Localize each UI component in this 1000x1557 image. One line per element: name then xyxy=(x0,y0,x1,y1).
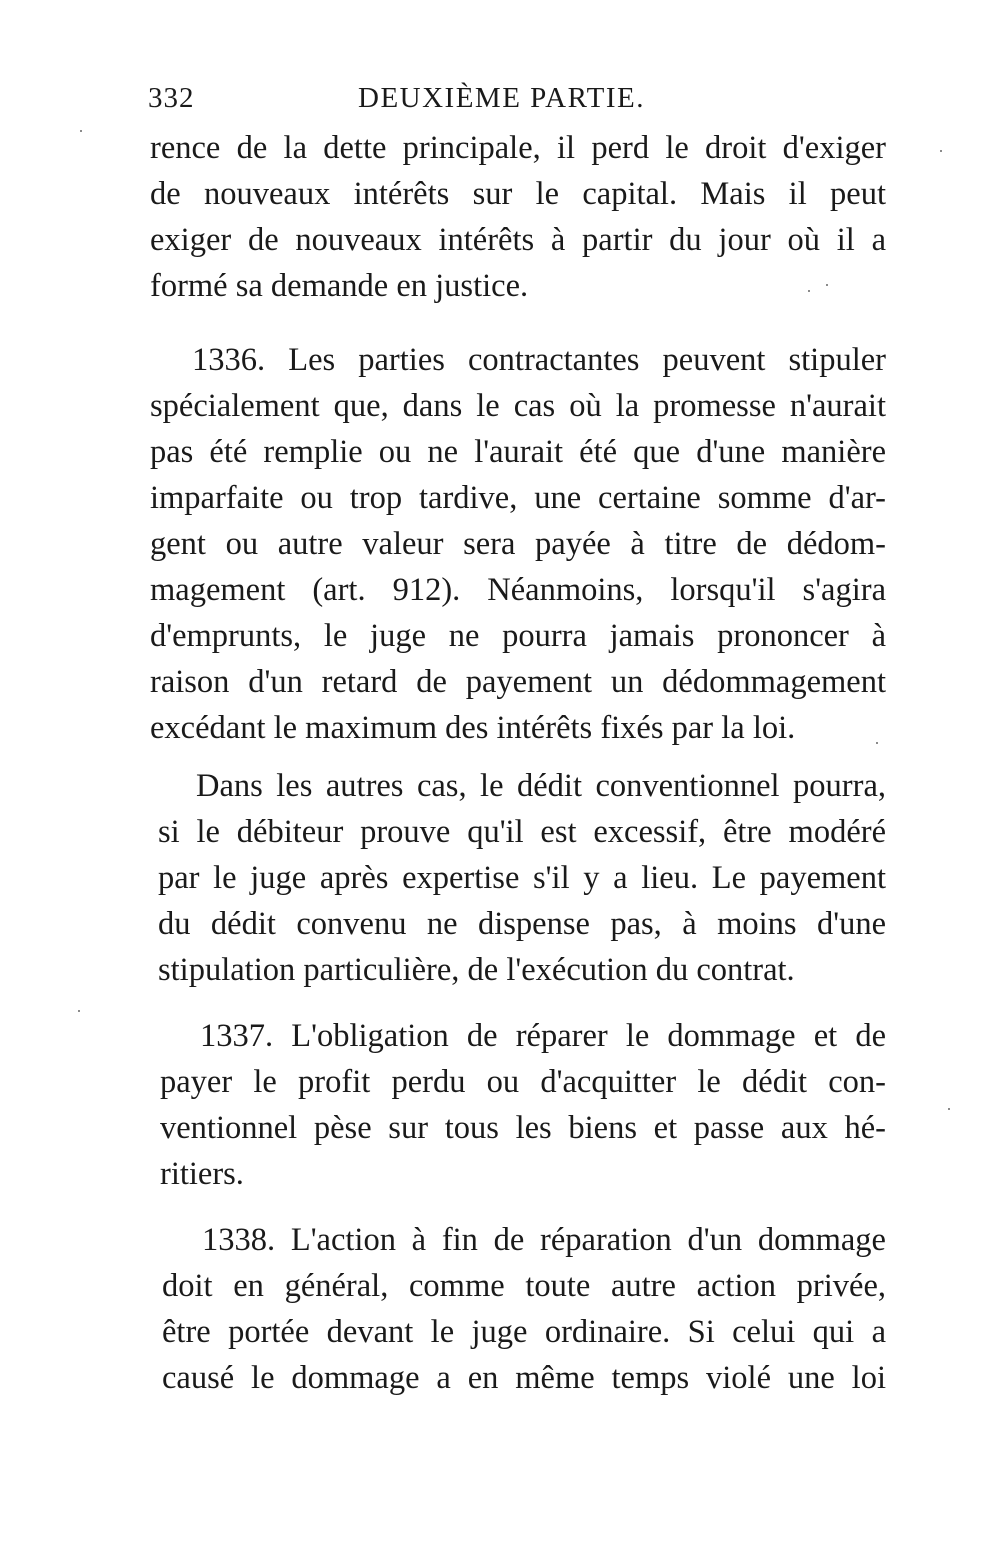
text-line: stipulation particulière, de l'exécution du contrat. xyxy=(158,952,795,988)
text-line: doit en général, comme toute autre action privée, xyxy=(162,1268,886,1304)
text-line: exiger de nouveaux intérêts à partir du jour où il a xyxy=(150,222,886,258)
text-line: magement (art. 912). Néanmoins, lorsqu'il s'agira xyxy=(150,572,886,608)
page-number: 332 xyxy=(148,82,195,114)
article-1338-first-line: 1338. L'action à fin de réparation d'un dommage xyxy=(202,1222,886,1258)
page-header xyxy=(148,82,888,122)
text-line: gent ou autre valeur sera payée à titre de dédom- xyxy=(150,526,886,562)
paragraph-first-line: Dans les autres cas, le dédit conventionnel pourra, xyxy=(196,768,886,804)
text-line: pas été remplie ou ne l'aurait été que d'une manière xyxy=(150,434,886,470)
text-line: formé sa demande en justice. xyxy=(150,268,529,304)
text-line: ventionnel pèse sur tous les biens et passe aux hé- xyxy=(160,1110,886,1146)
running-head: DEUXIÈME PARTIE. xyxy=(358,82,646,114)
text-line: de nouveaux intérêts sur le capital. Mais il peut xyxy=(150,176,886,212)
text-line: du dédit convenu ne dispense pas, à moins d'une xyxy=(158,906,886,942)
scan-speck xyxy=(808,290,810,292)
text-line: causé le dommage a en même temps violé une loi xyxy=(162,1360,886,1396)
scan-speck xyxy=(876,742,878,744)
scan-speck xyxy=(940,150,942,152)
article-1337-first-line: 1337. L'obligation de réparer le dommage et de xyxy=(200,1018,886,1054)
text-line: excédant le maximum des intérêts fixés par la loi. xyxy=(150,710,796,746)
text-line: si le débiteur prouve qu'il est excessif, être modéré xyxy=(158,814,886,850)
text-line: spécialement que, dans le cas où la promesse n'aurait xyxy=(150,388,886,424)
text-line: d'emprunts, le juge ne pourra jamais prononcer à xyxy=(150,618,886,654)
text-line: ritiers. xyxy=(160,1156,244,1192)
text-line: rence de la dette principale, il perd le droit d'exiger xyxy=(150,130,886,166)
text-line: payer le profit perdu ou d'acquitter le dédit con- xyxy=(160,1064,886,1100)
scan-speck xyxy=(80,130,82,132)
scan-speck xyxy=(948,1108,950,1110)
text-line: imparfaite ou trop tardive, une certaine somme d'ar- xyxy=(150,480,886,516)
text-line: par le juge après expertise s'il y a lieu. Le payement xyxy=(158,860,886,896)
scan-speck xyxy=(826,284,828,286)
article-1336-first-line: 1336. Les parties contractantes peuvent stipuler xyxy=(192,342,886,378)
text-line: raison d'un retard de payement un dédommagement xyxy=(150,664,886,700)
scan-speck xyxy=(78,1010,80,1012)
text-line: être portée devant le juge ordinaire. Si celui qui a xyxy=(162,1314,886,1350)
